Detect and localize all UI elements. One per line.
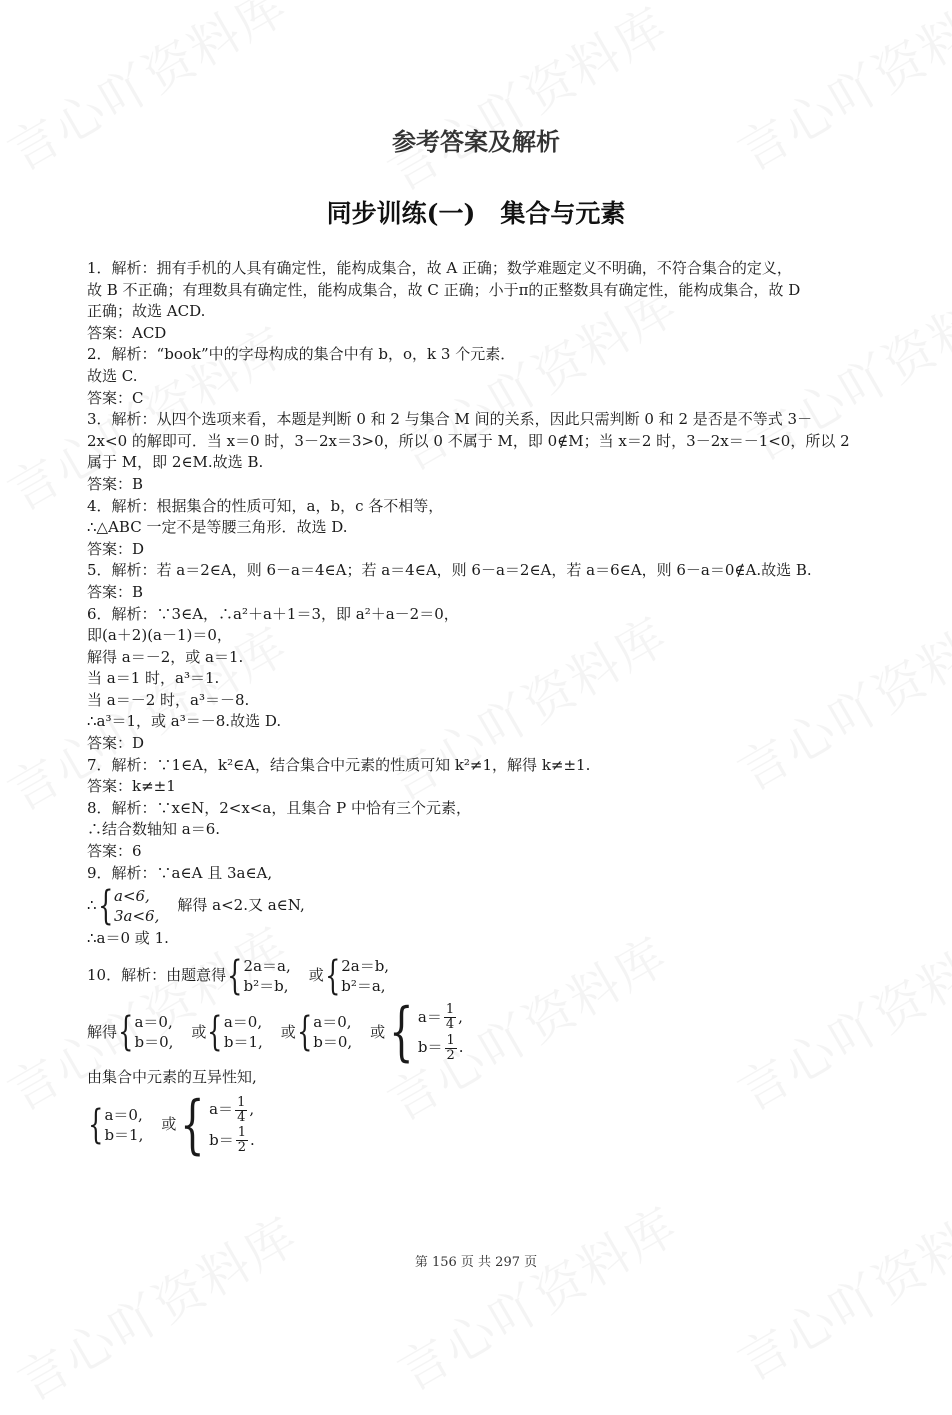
answer-line: 答案：6 bbox=[87, 842, 142, 861]
eq: b＝1, bbox=[104, 1125, 144, 1144]
eq: 2a＝b, bbox=[341, 956, 390, 975]
text-line: 故选 C. bbox=[87, 366, 138, 385]
eq-lhs: b＝ bbox=[417, 1038, 443, 1057]
left-brace-icon: { bbox=[324, 952, 341, 999]
eq: b²＝a, bbox=[341, 976, 386, 995]
text-line: 正确；故选 ACD. bbox=[87, 302, 206, 321]
final-2 bbox=[209, 1094, 255, 1155]
eq: 3a<6, bbox=[114, 907, 160, 926]
denominator: 4 bbox=[237, 1109, 246, 1125]
answer-line: 答案：B bbox=[87, 474, 144, 493]
answer-line: 答案：k≠±1 bbox=[87, 777, 176, 796]
eq: b²＝b, bbox=[243, 976, 289, 995]
text-line: 属于 M，即 2∈M.故选 B. bbox=[87, 453, 264, 472]
fraction bbox=[235, 1096, 247, 1125]
q9-system-row bbox=[87, 883, 867, 930]
eq: a<6, bbox=[114, 887, 150, 906]
text-line: 5．解析：若 a＝2∈A，则 6－a＝4∈A；若 a＝4∈A，则 6－a＝2∈A，若 a＝6∈A，则 6－a＝0∉A.故选 B. bbox=[87, 561, 812, 580]
solve-text: 解得 bbox=[87, 1022, 118, 1041]
eq bbox=[209, 1094, 255, 1125]
text-line: 8．解析：∵x∈N，2<x<a，且集合 P 中恰有三个元素， bbox=[87, 798, 471, 817]
text-line: ∴△ABC 一定不是等腰三角形．故选 D. bbox=[87, 518, 348, 537]
text-line: 3．解析：从四个选项来看，本题是判断 0 和 2 与集合 M 间的关系，因此只需判断 0 和 2 是否是不等式 3－ bbox=[87, 410, 813, 429]
text-line: ∴a＝0 或 1. bbox=[87, 929, 169, 948]
left-brace-icon: { bbox=[97, 883, 113, 930]
text-line: ∴a³＝1，或 a³＝－8.故选 D. bbox=[87, 712, 282, 731]
eq: a＝0, bbox=[313, 1013, 352, 1032]
answer-line: 答案：ACD bbox=[87, 323, 167, 342]
denominator: 2 bbox=[237, 1140, 246, 1156]
denominator: 4 bbox=[445, 1017, 455, 1033]
eq: 2a＝a, bbox=[243, 956, 291, 975]
text-line: 4．解析：根据集合的性质可知，a，b，c 各不相等， bbox=[87, 496, 444, 515]
fraction bbox=[445, 1034, 457, 1063]
section-title: 同步训练(一) 集合与元素 bbox=[326, 199, 626, 228]
answer-content bbox=[87, 258, 867, 1162]
text-line: 6．解析：∵3∈A，∴a²＋a＋1＝3，即 a²＋a－2＝0， bbox=[87, 604, 459, 623]
left-brace-icon: { bbox=[296, 1009, 313, 1056]
q10-final-row bbox=[87, 1087, 867, 1162]
q9-after-text: 解得 a<2.又 a∈N, bbox=[177, 896, 305, 915]
solution-2 bbox=[224, 1012, 263, 1052]
text-line: 当 a＝－2 时，a³＝－8. bbox=[87, 690, 250, 709]
q10-system-2 bbox=[341, 956, 389, 996]
left-brace-icon: { bbox=[389, 995, 414, 1070]
eq-lhs: a＝ bbox=[417, 1007, 442, 1026]
watermark bbox=[383, 1187, 689, 1405]
fraction bbox=[444, 1003, 456, 1032]
eq-lhs: b＝ bbox=[209, 1130, 234, 1149]
page-footer: 第 156 页 共 297 页 bbox=[414, 1255, 538, 1270]
text-line: 由集合中元素的互异性知, bbox=[87, 1067, 257, 1086]
left-brace-icon: { bbox=[180, 1087, 205, 1162]
left-brace-icon: { bbox=[227, 952, 243, 999]
eq bbox=[418, 1002, 464, 1033]
numerator: 1 bbox=[237, 1094, 246, 1110]
watermark bbox=[373, 0, 679, 205]
answer-line: 答案：D bbox=[87, 539, 145, 558]
numerator: 1 bbox=[237, 1125, 246, 1141]
text-line: 9．解析：∵a∈A 且 3a∈A, bbox=[87, 863, 273, 882]
therefore-symbol: ∴ bbox=[87, 896, 97, 915]
text-line: 1．解析：拥有手机的人具有确定性，能构成集合，故 A 正确；数学难题定义不明确，不符合集合的定义， bbox=[87, 259, 792, 277]
text-line: 2．解析：“book”中的字母构成的集合中有 b，o，k 3 个元素． bbox=[87, 345, 516, 364]
punct: . bbox=[458, 1038, 464, 1057]
left-brace-icon: { bbox=[88, 1101, 104, 1148]
q10-system-1 bbox=[244, 956, 291, 996]
punct: . bbox=[250, 1130, 255, 1149]
q10-prefix: 10．解析：由题意得 bbox=[87, 966, 227, 985]
text-line: ∴结合数轴知 a＝6. bbox=[87, 820, 221, 839]
watermark bbox=[723, 0, 952, 185]
eq bbox=[418, 1032, 464, 1063]
text-line: 当 a＝1 时，a³＝1. bbox=[87, 669, 220, 688]
left-brace-icon: { bbox=[118, 1009, 134, 1056]
text-line: 2x<0 的解即可．当 x＝0 时，3－2x＝3>0，所以 0 不属于 M，即 0∉M；当 x＝2 时，3－2x＝－1<0，所以 2 bbox=[87, 431, 850, 450]
eq: a＝0, bbox=[104, 1105, 143, 1124]
or-text: 或 bbox=[280, 1022, 296, 1041]
watermark bbox=[3, 1197, 309, 1415]
eq-lhs: a＝ bbox=[209, 1100, 234, 1119]
punct: , bbox=[458, 1007, 463, 1026]
text-line: 即(a＋2)(a－1)＝0， bbox=[87, 626, 232, 645]
or-text: 或 bbox=[308, 966, 324, 985]
final-1 bbox=[104, 1105, 143, 1145]
answer-line: 答案：C bbox=[87, 388, 144, 407]
solution-3 bbox=[313, 1012, 352, 1052]
or-text: 或 bbox=[370, 1022, 386, 1041]
text-line: 解得 a＝－2，或 a＝1. bbox=[87, 647, 244, 666]
eq bbox=[209, 1125, 255, 1156]
solution-4 bbox=[418, 1002, 464, 1063]
eq: b＝0, bbox=[313, 1033, 353, 1052]
answer-line: 答案：D bbox=[87, 734, 145, 753]
q10-solution-row bbox=[87, 995, 867, 1070]
eq: a＝0, bbox=[223, 1013, 263, 1032]
eq: b＝1, bbox=[223, 1033, 263, 1052]
q9-system bbox=[114, 886, 159, 926]
watermark bbox=[0, 0, 299, 185]
fraction bbox=[236, 1126, 248, 1155]
q10-system-row bbox=[87, 952, 867, 999]
or-text: 或 bbox=[161, 1115, 177, 1134]
punct: , bbox=[249, 1100, 255, 1119]
denominator: 2 bbox=[446, 1047, 455, 1063]
eq: a＝0, bbox=[134, 1013, 173, 1032]
page-title: 参考答案及解析 bbox=[392, 127, 560, 156]
eq: b＝0, bbox=[134, 1033, 174, 1052]
answer-line: 答案：B bbox=[87, 582, 144, 601]
numerator: 1 bbox=[445, 1002, 455, 1018]
left-brace-icon: { bbox=[207, 1009, 223, 1056]
numerator: 1 bbox=[446, 1032, 455, 1048]
text-line: 故 B 不正确；有理数具有确定性，能构成集合，故 C 正确；小于π的正整数具有确定性，能构成集合，故 D bbox=[87, 280, 801, 299]
text-line: 7．解析：∵1∈A，k²∈A，结合集合中元素的性质可知 k²≠1，解得 k≠±1. bbox=[87, 755, 591, 774]
or-text: 或 bbox=[191, 1022, 207, 1041]
solution-1 bbox=[134, 1012, 173, 1052]
watermark bbox=[723, 1177, 952, 1395]
